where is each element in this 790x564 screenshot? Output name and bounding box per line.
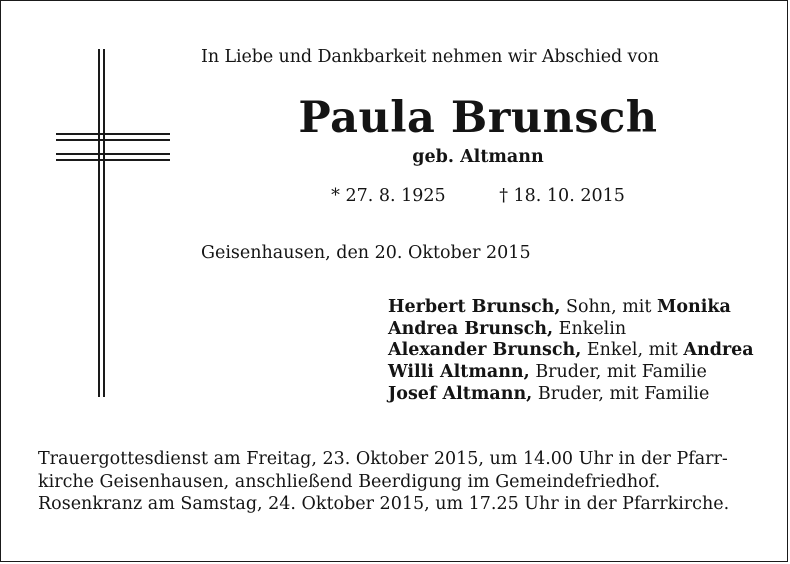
mourner-name: Andrea Brunsch, bbox=[388, 318, 554, 339]
cross-icon bbox=[41, 41, 181, 401]
mourner-row bbox=[388, 384, 754, 406]
mourner-name: Willi Altmann, bbox=[388, 362, 530, 383]
deceased-name: Paula Brunsch bbox=[298, 93, 658, 143]
service-line: kirche Geisenhausen, anschließend Beerdigung im Gemeindefriedhof. bbox=[38, 471, 661, 492]
maiden-name: geb. Altmann bbox=[412, 147, 544, 167]
mourner-row bbox=[388, 319, 754, 341]
mourner-name: Herbert Brunsch, bbox=[388, 297, 561, 317]
mourner-partner: Monika bbox=[656, 297, 731, 317]
service-line: Trauergottesdienst am Freitag, 23. Oktober 2015, um 14.00 Uhr in der Pfarr- bbox=[38, 449, 728, 469]
mourner-name: Alexander Brunsch, bbox=[388, 340, 582, 361]
mourner-row bbox=[388, 362, 754, 384]
mourner-relation: Enkel, mit bbox=[581, 340, 684, 361]
mourner-relation: Bruder, mit Familie bbox=[529, 362, 707, 383]
death-date: † 18. 10. 2015 bbox=[499, 186, 625, 206]
service-info bbox=[38, 448, 754, 516]
mourner-relation: Enkelin bbox=[553, 318, 627, 339]
mourner-partner: Andrea bbox=[683, 340, 754, 361]
mourner-name: Josef Altmann, bbox=[388, 383, 533, 404]
mourner-row bbox=[388, 340, 754, 362]
mourner-relation: Bruder, mit Familie bbox=[532, 383, 710, 404]
mourner-row bbox=[388, 297, 754, 319]
life-dates bbox=[201, 186, 755, 206]
birth-date: * 27. 8. 1925 bbox=[331, 186, 446, 206]
mourners-list bbox=[388, 297, 754, 406]
place-and-date: Geisenhausen, den 20. Oktober 2015 bbox=[201, 243, 531, 263]
service-line: Rosenkranz am Samstag, 24. Oktober 2015, um 17.25 Uhr in der Pfarrkirche. bbox=[38, 494, 730, 514]
mourner-relation: Sohn, mit bbox=[560, 297, 657, 317]
intro-text: In Liebe und Dankbarkeit nehmen wir Abschied von bbox=[201, 47, 659, 67]
